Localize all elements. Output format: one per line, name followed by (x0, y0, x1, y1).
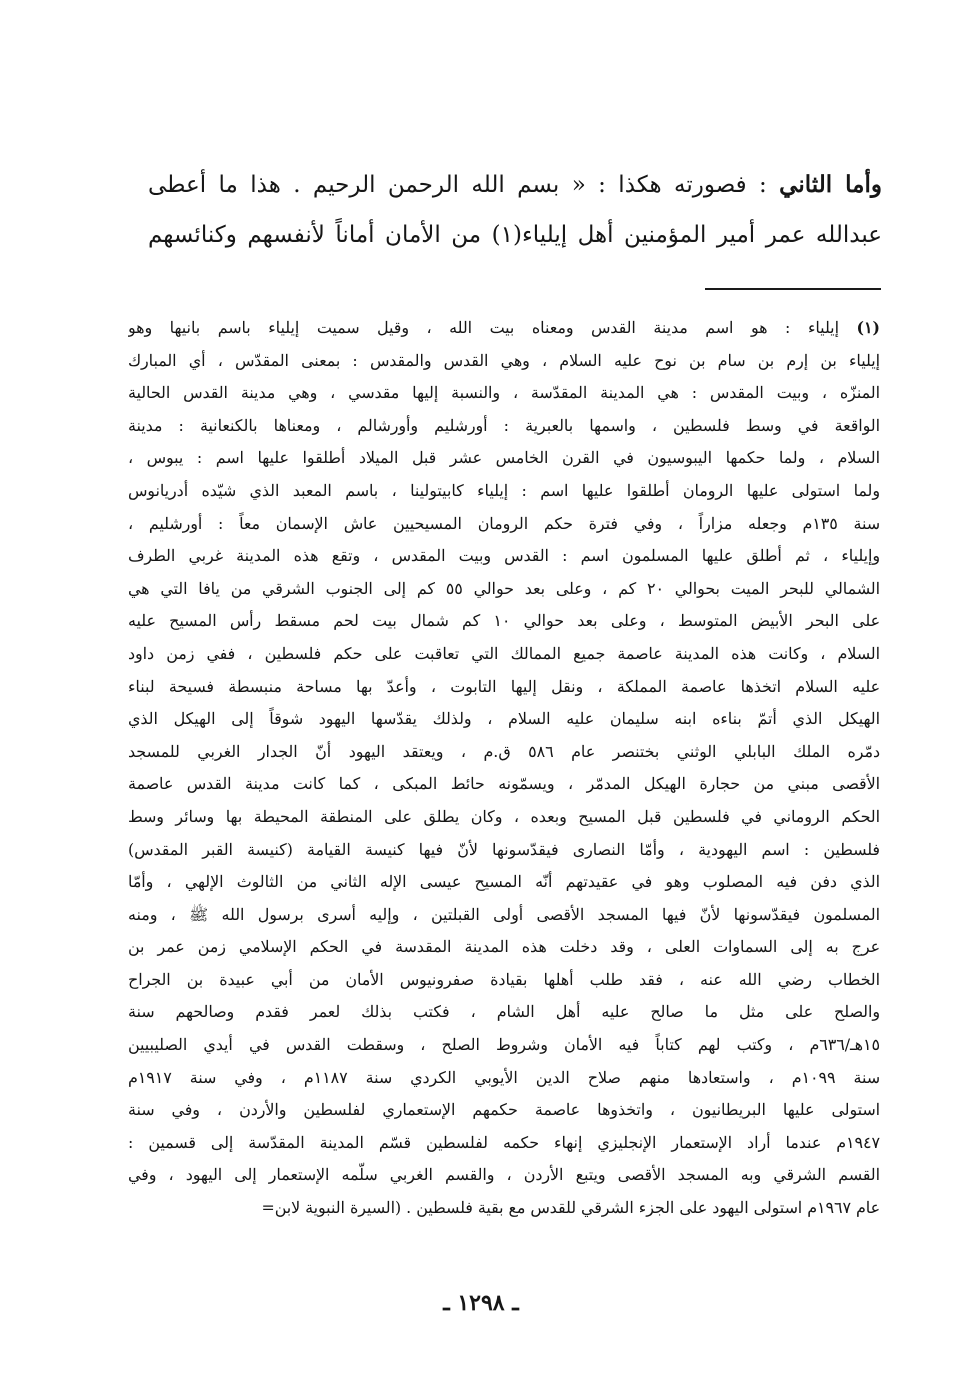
footnote-line-text: إيلياء : هو اسم مدينة القدس ومعناه بيت الله ، وقيل سميت إيلياء باسم بانيها وهو (128, 318, 857, 337)
footnote-line: عرج به إلى السماوات العلى ، وقد دخلت هذه المدينة المقدسة في الحكم الإسلامي زمن عمر بن (128, 937, 880, 957)
main-text-line-2: عبدالله عمر أمير المؤمنين أهل إيلياء(١) من الأمان أماناً لأنفسهم وكنائسهم (148, 222, 882, 248)
footnote-line: الهيكل الذي أتمّ بناءه ابنه سليمان عليه السلام ، ولذلك يقدّسها اليهود شوقاً إلى الهيكل الذي (128, 709, 880, 729)
footnote-line: الذي دفن فيه المصلوب وهو في عقيدتهم أنّه المسيح عيسى الإله الثاني من الثالوث الإلهي ، وأمّا (128, 872, 880, 892)
footnote-block (128, 312, 880, 1225)
footnote-line: ١٩٤٧م عندما أراد الإستعمار الإنجليزي إنهاء حكمه لفلسطين قسّم المدينة المقدّسة إلى قسمين : (128, 1132, 880, 1152)
footnote-line: سنة ١٠٩٩م ، واستعادها منهم صلاح الدين الأيوبي الكردي سنة ١١٨٧م ، وفي سنة ١٩١٧م (128, 1067, 880, 1087)
footnote-line: استولى عليها البريطانيون ، واتخذوها عاصمة حكمهم الإستعماري لفلسطين والأردن ، وفي سنة (128, 1100, 880, 1120)
footnote-line: المنزّه ، وبيت المقدس : هي المدينة المقدّسة ، والنسبة إليها مقدسي ، وهي مدينة القدس الحالية (128, 383, 880, 403)
footnote-line: ولما استولى عليها الرومان أطلقوا عليها اسم : إيلياء كابيتولينا ، باسم المعبد الذي شيّده أدريانوس (128, 480, 880, 500)
footnote-line: وإيلياء ، ثم أطلق عليها المسلمون اسم : القدس وبيت المقدس ، وتقع هذه المدينة غربي الطرف (128, 546, 880, 566)
footnote-line: عليه السلام اتخذها عاصمة المملكة ، ونقل إليها التابوت ، وأعدّ بها مساحة منبسطة فسيحة لبناء (128, 676, 880, 696)
footnote-line: الحكم الروماني في فلسطين قبل المسيح وبعده ، وكان يطلق على المنطقة المحيطة بها وسائر وسط (128, 806, 880, 826)
main-text-line-1-rest: : فصورته هكذا : « بسم الله الرحمن الرحيم . هذا ما أعطى (148, 172, 780, 198)
footnote-line: الأقصى مبني من حجارة الهيكل المدمّر ، ويسمّونه حائط المبكى ، كما كانت مدينة القدس عاصمة (128, 774, 880, 794)
footnote-line: عام ١٩٦٧م استولى اليهود على الجزء الشرقي للقدس مع بقية فلسطين . (السيرة النبوية لابن= (261, 1198, 880, 1218)
footnote-separator (705, 288, 881, 290)
footnote-line: والصلح على مثل ما صالح عليه أهل الشام ، فكتب بذلك لعمر فقدم وصالحهم سنة (128, 1002, 880, 1022)
section-lead: وأما الثاني (779, 171, 882, 198)
footnote-line: دمّره الملك البابلي الوثني بختنصر عام ٥٨٦ ق.م ، ويعتقد اليهود أنّ الجدار الغربي للمسجد (128, 741, 880, 761)
footnote-line: الخطاب رضي الله عنه ، فقد طلب أهلها بقيادة صفرونيوس الأمان من أبي عبيدة بن الجراح (128, 969, 880, 989)
footnote-line: المسلمون فيقدّسونها لأنّ فيها المسجد الأقصى أولى القبلتين ، وإليه أسرى برسول الله ﷺ ، ومنه (128, 904, 880, 924)
footnote-line: فلسطين : اسم اليهودية ، وأمّا النصارى فيقدّسونها لأنّ فيها كنيسة القيامة (كنيسة القبر المقدس) (128, 839, 880, 859)
page-number: ـ ١٢٩٨ ـ (443, 1290, 519, 1316)
footnote-line: السلام ، ولما حكمها اليبوسيون في القرن الخامس عشر قبل الميلاد أطلقوا عليها اسم : يبوس ، (128, 448, 880, 468)
main-text-block (148, 160, 882, 260)
footnote-line: القسم الشرقي وبه المسجد الأقصى ويتبع الأردن ، والقسم الغربي سلّمه الإستعمار إلى اليهود ، وفي (128, 1165, 880, 1185)
footnote-marker: (١) (856, 318, 880, 337)
footnote-line: سنة ١٣٥م وجعله مزاراً ، وفي فترة حكم الرومان المسيحيين عاش الإسمان معاً : أورشليم ، (128, 513, 880, 533)
main-text-line-1 (148, 160, 882, 210)
footnote-line: الشمالي للبحر الميت بحوالي ٢٠ كم ، وعلى بعد حوالي ٥٥ كم إلى الجنوب الشرقي من يافا التي هي (128, 578, 880, 598)
footnote-line: إيلياء بن إرم بن سام بن نوح عليه السلام ، وهي القدس والمقدس : بمعنى المقدّس ، أي المبارك (128, 350, 880, 370)
footnote-line: ١٥هـ/٦٣٦م ، وكتب لهم كتاباً فيه الأمان وشروط الصلح ، وسقطت القدس في أيدي الصليبيين (128, 1035, 880, 1055)
footnote-line: السلام ، وكانت هذه المدينة عاصمة جميع الممالك التي تعاقبت على حكم فلسطين ، ففي زمن داود (128, 643, 880, 663)
footnote-line (128, 312, 880, 345)
footnote-line: على البحر الأبيض المتوسط ، وعلى بعد حوالي ١٠ كم شمال بيت لحم مسقط رأس المسيح عليه (128, 611, 880, 631)
footnote-line: الواقعة في وسط فلسطين ، واسمها بالعبرية : أورشليم وأورشالم ، ومعناها بالكنعانية : مدينة (128, 415, 880, 435)
